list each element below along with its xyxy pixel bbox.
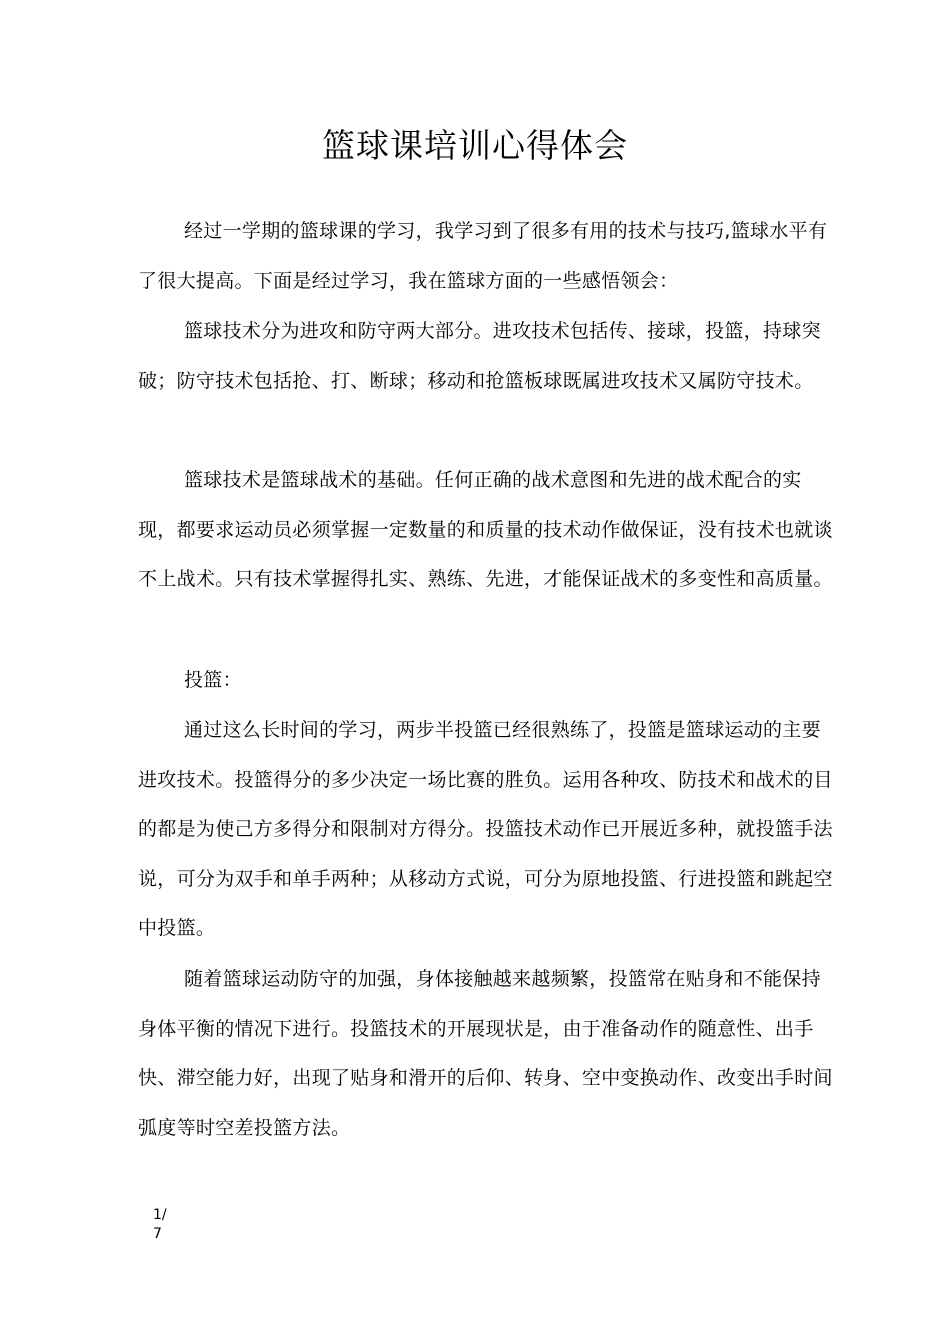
paragraph-shooting-learning: 通过这么长时间的学习，两步半投篮已经很熟练了，投篮是篮球运动的主要进攻技术。投篮得分的多少决定一场比赛的胜负。运用各种攻、防技术和战术的目的都是为使己方多得分和限制对方得分。投篮技术动作已开展近多种，就投篮手法说，可分为双手和单手两种；从移动方式说，可分为原地投篮、行进投篮和跳起空中投篮。 xyxy=(138,719,833,940)
page-number: 1/7 xyxy=(153,1207,167,1242)
document-title: 篮球课培训心得体会 xyxy=(322,126,628,165)
paragraph-intro: 经过一学期的篮球课的学习，我学习到了很多有用的技术与技巧,篮球水平有了很大提高。下面是经过学习，我在篮球方面的一些感悟领会： xyxy=(138,220,828,292)
section-heading-shooting: 投篮： xyxy=(184,669,242,691)
paragraph-technique-foundation: 篮球技术是篮球战术的基础。任何正确的战术意图和先进的战术配合的实现，都要求运动员必须掌握一定数量的和质量的技术动作做保证，没有技术也就谈不上战术。只有技术掌握得扎实、熟练、先进，才能保证战术的多变性和高质量。 xyxy=(138,469,833,591)
paragraph-technique-categories: 篮球技术分为进攻和防守两大部分。进攻技术包括传、接球，投篮，持球突破；防守技术包括抢、打、断球；移动和抢篮板球既属进攻技术又属防守技术。 xyxy=(138,320,821,392)
paragraph-shooting-development: 随着篮球运动防守的加强，身体接触越来越频繁，投篮常在贴身和不能保持身体平衡的情况下进行。投篮技术的开展现状是，由于准备动作的随意性、出手快、滞空能力好，出现了贴身和滑开的后仰、转身、空中变换动作、改变出手时间弧度等时空差投篮方法。 xyxy=(138,968,833,1139)
